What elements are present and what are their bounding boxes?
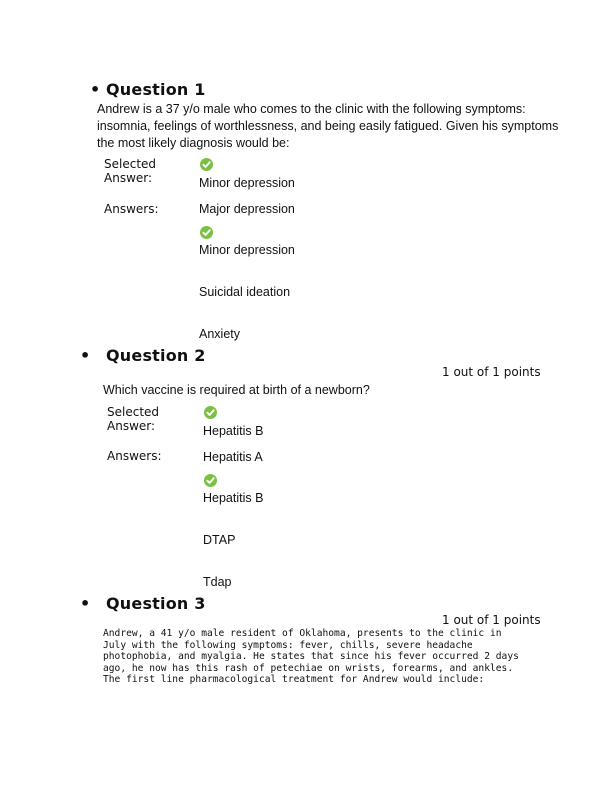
check-circle-icon [200,226,213,239]
question-2-title: Question 2 [106,346,206,365]
question-2-answer-option: Hepatitis A [203,450,263,464]
question-2-points: 1 out of 1 points [442,365,541,379]
question-2-prompt: Which vaccine is required at birth of a newborn? [103,383,370,397]
question-1-bullet: • [90,80,101,99]
question-2-answers-label: Answers: [107,449,162,463]
question-1-answer-option: Suicidal ideation [199,285,291,299]
question-2-answer-option: Tdap [203,575,232,589]
question-2-answer-option: Hepatitis B [203,491,264,505]
check-circle-icon [200,158,213,171]
question-2-selected-answer-label: Selected Answer: [107,405,160,433]
question-3-points: 1 out of 1 points [442,613,541,627]
question-1-answers-label: Answers: [104,202,159,216]
question-1-title: Question 1 [106,80,206,99]
question-3-prompt: Andrew, a 41 y/o male resident of Oklahoma, presents to the clinic in July with the following symptoms: fever, chills, severe headache photophobia, and myalgia. He states that since his fever occurred 2 days ago, he now has this rash of petechiae on wrists, forearms, and ankles. The first line pharmacological treatment for Andrew would include: [103,628,519,685]
question-1-selected-answer: Minor depression [199,176,295,190]
question-1-selected-answer-label: Selected Answer: [104,157,157,185]
question-3-bullet: • [80,594,91,613]
question-1-answer-option: Anxiety [199,327,240,341]
question-3-title: Question 3 [106,594,206,613]
question-1-answer-option: Minor depression [199,243,295,257]
question-2-selected-answer: Hepatitis B [203,424,264,438]
check-circle-icon [204,474,217,487]
question-2-bullet: • [80,346,91,365]
question-1-answer-option: Major depression [199,202,295,216]
question-1-prompt: Andrew is a 37 y/o male who comes to the clinic with the following symptoms: insomnia, feelings of worthlessness, and being easily fatigued. Given his symptoms the most likely diagnosis would be: [97,102,559,150]
question-2-answer-option: DTAP [203,533,236,547]
check-circle-icon [204,406,217,419]
